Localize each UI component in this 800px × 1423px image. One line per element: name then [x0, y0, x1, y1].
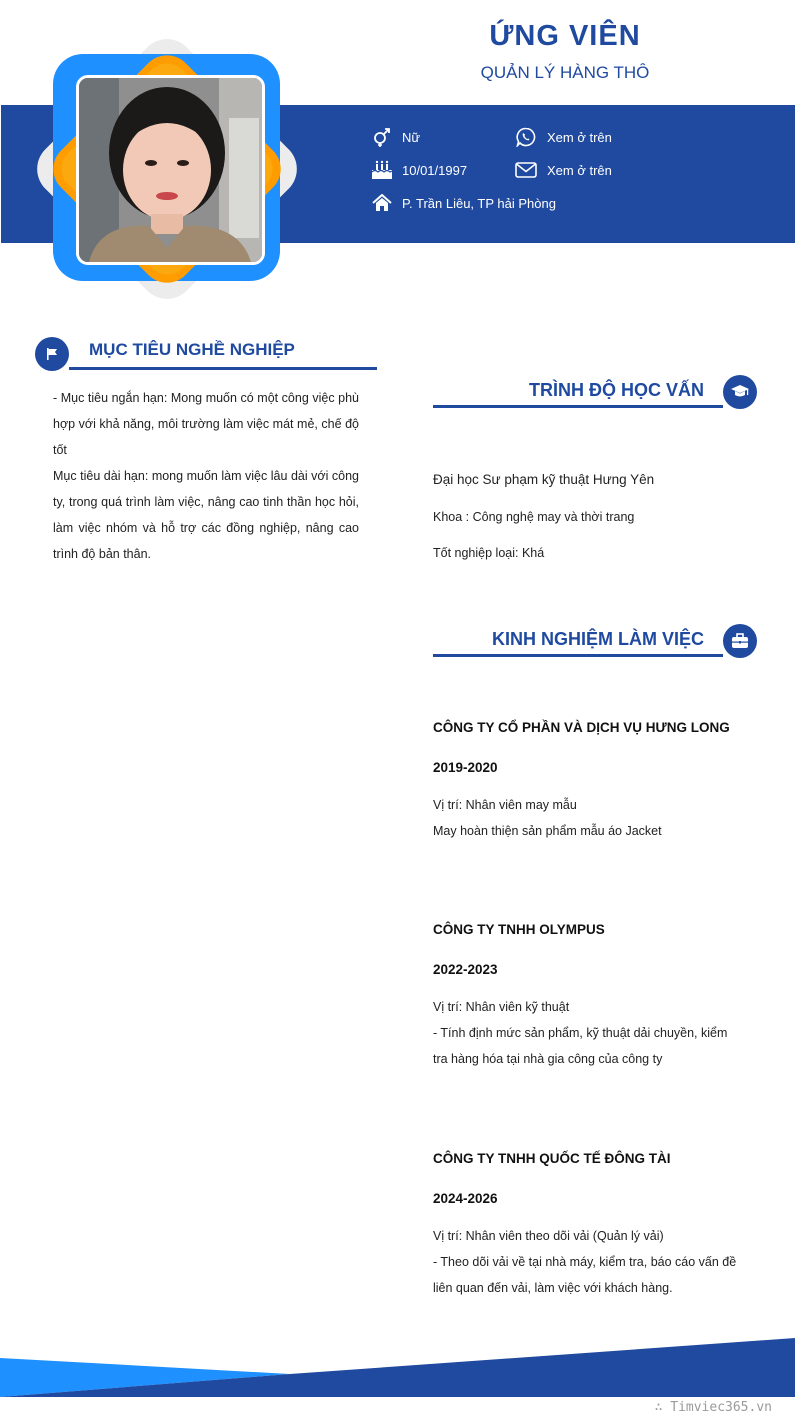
experience-divider: [433, 654, 723, 657]
phone-value: Xem ở trên: [547, 129, 612, 145]
footer-decoration: [0, 1336, 800, 1398]
experience-role: Vị trí: Nhân viên may mẫu: [433, 798, 577, 812]
info-address: [371, 193, 556, 213]
gender-icon: [371, 127, 393, 147]
objective-divider: [69, 367, 377, 370]
experience-detail: - Tính định mức sản phẩm, kỹ thuật dải chuyền, kiểm tra hàng hóa tại nhà gia công của công ty: [433, 1026, 728, 1066]
experience-description: [433, 994, 745, 1072]
avatar-photo: [79, 78, 262, 262]
education-grade: Tốt nghiệp loại: Khá: [433, 546, 545, 560]
email-value: Xem ở trên: [547, 162, 612, 178]
whatsapp-icon: [515, 127, 537, 147]
objective-short-term: - Mục tiêu ngắn hạn: Mong muốn có một công việc phù hợp với khả năng, môi trường làm việc mát mẻ, chế độ tốt: [53, 391, 359, 457]
experience-role: Vị trí: Nhân viên theo dõi vải (Quản lý vải): [433, 1229, 664, 1243]
graduation-cap-icon: [723, 375, 757, 409]
info-birthday: [371, 160, 467, 180]
experience-title: KINH NGHIỆM LÀM VIỆC: [491, 629, 704, 649]
avatar-frame: [26, 28, 308, 310]
experience-role: Vị trí: Nhân viên kỹ thuật: [433, 1000, 570, 1014]
avatar: [76, 75, 265, 265]
experience-detail: May hoàn thiện sản phẩm mẫu áo Jacket: [433, 824, 662, 838]
experience-detail: - Theo dõi vải về tại nhà máy, kiểm tra, báo cáo vấn đề liên quan đến vải, làm việc với khách hàng.: [433, 1255, 737, 1295]
education-divider: [433, 405, 723, 408]
experience-period: 2022-2023: [433, 962, 498, 977]
briefcase-icon: [723, 624, 757, 658]
objective-text: [53, 385, 359, 567]
flag-icon: [35, 337, 69, 371]
envelope-icon: [515, 160, 537, 180]
experience-description: [433, 792, 745, 844]
experience-company: CÔNG TY CỔ PHẦN VÀ DỊCH VỤ HƯNG LONG: [433, 720, 730, 735]
candidate-position: QUẢN LÝ HÀNG THÔ: [480, 63, 650, 82]
objective-title: MỤC TIÊU NGHỀ NGHIỆP: [89, 340, 295, 359]
home-icon: [371, 193, 393, 213]
education-title: TRÌNH ĐỘ HỌC VẤN: [529, 380, 704, 400]
objective-long-term: Mục tiêu dài hạn: mong muốn làm việc lâu dài với công ty, trong quá trình làm việc, nâng cao tinh thần học hỏi, làm việc nhóm và hỗ trợ các đồng nghiệp, nâng cao trình độ bản thân.: [53, 469, 359, 561]
info-phone: [515, 127, 612, 147]
education-faculty: Khoa : Công nghệ may và thời trang: [433, 510, 635, 524]
info-gender: [371, 127, 420, 147]
candidate-name: ỨNG VIÊN: [489, 20, 641, 52]
birthday-cake-icon: [371, 160, 393, 180]
education-school: Đại học Sư phạm kỹ thuật Hưng Yên: [433, 472, 655, 487]
watermark: ∴ Timviec365.vn: [654, 1400, 772, 1415]
experience-description: [433, 1223, 745, 1301]
experience-period: 2024-2026: [433, 1191, 498, 1206]
address-value: P. Trần Liêu, TP hải Phòng: [402, 195, 556, 211]
gender-value: Nữ: [402, 129, 421, 145]
experience-company: CÔNG TY TNHH QUỐC TẾ ĐÔNG TÀI: [433, 1151, 671, 1166]
info-email: [515, 160, 612, 180]
birthday-value: 10/01/1997: [402, 162, 468, 178]
experience-period: 2019-2020: [433, 760, 498, 775]
experience-company: CÔNG TY TNHH OLYMPUS: [433, 922, 605, 937]
